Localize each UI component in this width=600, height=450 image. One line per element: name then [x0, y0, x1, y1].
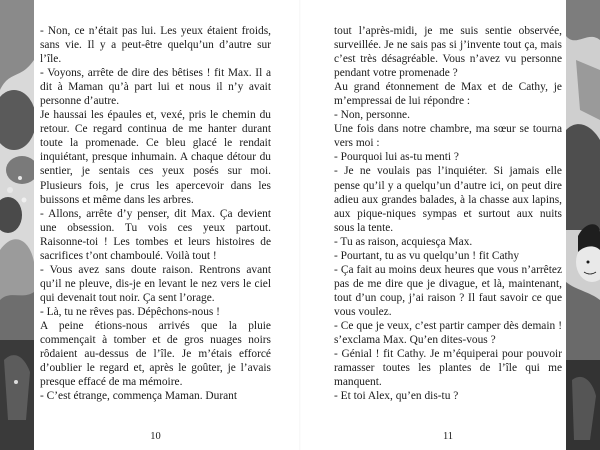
- right-paragraph-3: - Non, personne.: [334, 109, 410, 122]
- right-illustration: [566, 0, 600, 450]
- right-paragraph-6: - Je ne voulais pas l’inquiéter. Si jamais elle pense qu’il y a quelqu’un d’autre ici, on peut dire adieu aux grandes balades, à la chasse aux lapins, aux pique-niques sympas et surtout aux nuits sous la tente.: [334, 165, 562, 234]
- right-page-number: 11: [442, 431, 454, 442]
- left-page-number: 10: [150, 431, 161, 442]
- right-paragraph-5: - Pourquoi lui as-tu menti ?: [334, 151, 459, 164]
- left-paragraph-2: - Voyons, arrête de dire des bêtises ! fit Max. Il a dit à Maman qu’à part lui et nous il n’y avait personne d’autre.: [40, 67, 271, 108]
- right-paragraph-2: Au grand étonnement de Max et de Cathy, je m’empressai de lui répondre :: [334, 81, 562, 108]
- left-paragraph-8: - C’est étrange, commença Maman. Durant: [40, 390, 238, 403]
- right-paragraph-1: tout l’après-midi, je me suis sentie observée, surveillée. Je ne sais pas si j’invente tout ça, mais c’est très désagréable. Vous n’avez vu personne pendant votre promenade ?: [334, 25, 562, 80]
- left-paragraph-6: - Là, tu ne rêves pas. Dépêchons-nous !: [40, 305, 220, 318]
- left-paragraph-7: A peine étions-nous arrivés que la pluie commençait à tomber et de gros nuages noirs rôdaient au-dessus de l’île. Je m’étais efforcé d’oublier le regard et, après le goûter, je l’avais presque effacé de ma mémoire.: [40, 319, 271, 389]
- right-paragraph-8: - Pourtant, tu as vu quelqu’un ! fit Cathy: [334, 249, 520, 262]
- girl-illustration-right: [566, 0, 600, 450]
- right-page-text: [334, 24, 562, 403]
- left-page: [40, 0, 271, 450]
- right-paragraph-11: - Génial ! fit Cathy. Je m’équiperai pour pouvoir ramasser toutes les plantes de l’île qui me manquent.: [334, 348, 562, 389]
- right-page: [334, 0, 562, 450]
- right-paragraph-7: - Tu as raison, acquiesça Max.: [334, 235, 473, 248]
- left-page-text: [40, 24, 271, 403]
- left-paragraph-5: - Vous avez sans doute raison. Rentrons avant qu’il ne pleuve, dis-je en levant le nez vers le ciel qui devenait tout noir. Ça sent l’orage.: [40, 263, 271, 304]
- right-paragraph-9: - Ça fait au moins deux heures que vous n’arrêtez pas de me dire que je divague, et là, maintenant, tout d’un coup, j’ai raison ? Il faut savoir ce que vous voulez.: [334, 263, 562, 318]
- right-paragraph-10: - Ce que je veux, c’est partir camper dès demain ! s’exclama Max. Qu’en dites-vous ?: [334, 319, 562, 347]
- forest-illustration-left: [0, 0, 34, 450]
- left-paragraph-3: Je haussai les épaules et, vexé, pris le chemin du retour. Ce regard continua de me hanter durant toute la promenade. Ce bleu glacé le rendait inquiétant, presque inhumain. A chaque détour du sentier, je sentais ces yeux posés sur moi. Plusieurs fois, je crus les apercevoir dans les buissons et même dans les arbres.: [40, 109, 271, 206]
- book-gutter: [299, 0, 301, 450]
- right-paragraph-4: Une fois dans notre chambre, ma sœur se tourna vers moi :: [334, 123, 562, 150]
- right-paragraph-12: - Et toi Alex, qu’en dis-tu ?: [334, 390, 459, 403]
- left-paragraph-4: - Allons, arrête d’y penser, dit Max. Ça devient une obsession. Tu vois ces yeux partout. Raisonne-toi ! Les tombes et leurs histoires de sacrifices t’ont chamboulé. Voilà tout !: [40, 207, 271, 262]
- left-illustration: [0, 0, 34, 450]
- left-paragraph-1: - Non, ce n’était pas lui. Les yeux étaient froids, sans vie. Il y a peut-être quelqu’un d’autre sur l’île.: [40, 25, 271, 66]
